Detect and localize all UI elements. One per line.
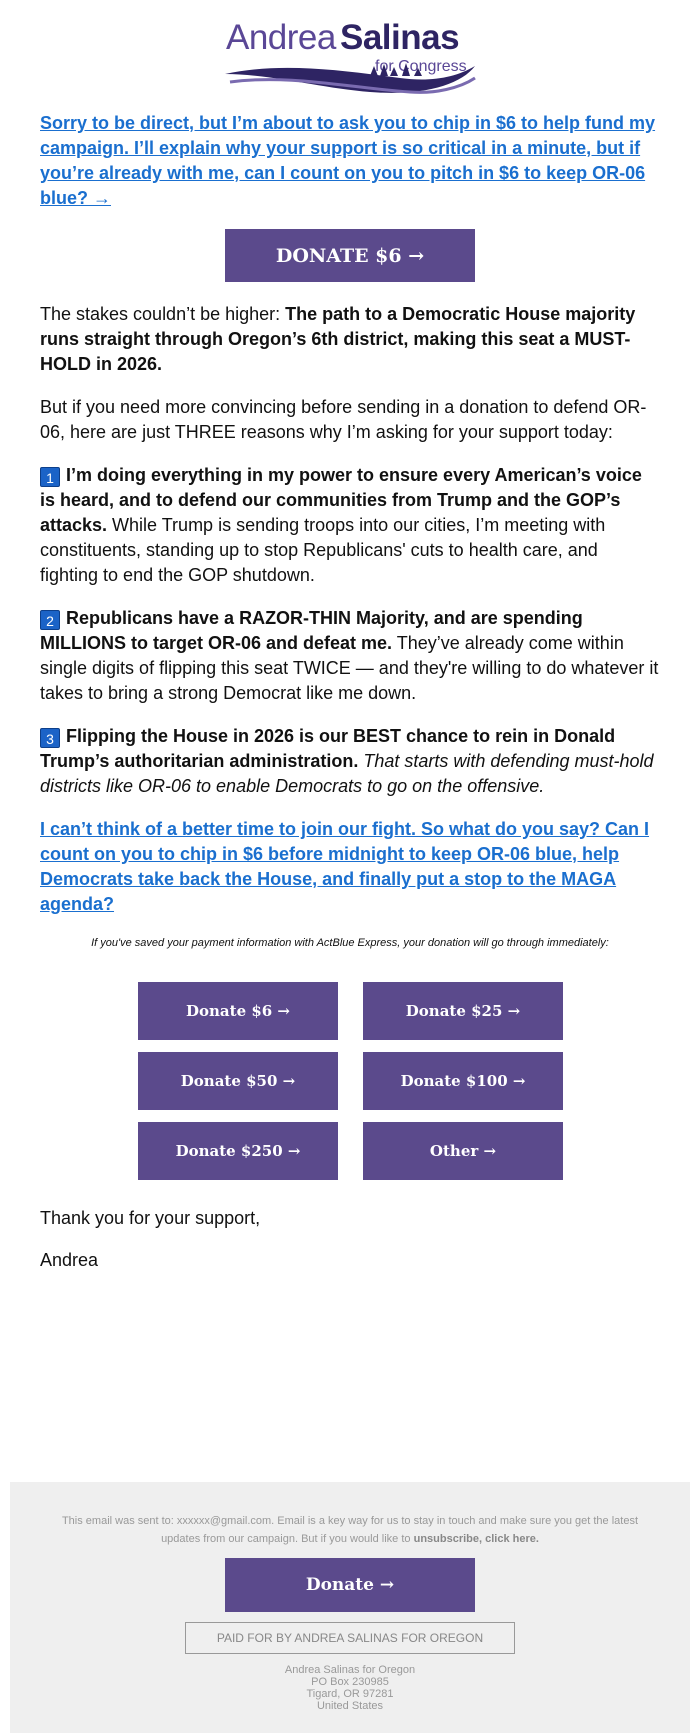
- logo-swoosh-icon: [220, 52, 480, 98]
- donate-6-button[interactable]: Donate $6 →: [138, 982, 338, 1040]
- footer-note: [60, 1512, 640, 1548]
- stakes-bold-text: The path to a Democratic House majority runs straight through Oregon’s 6th district, making this seat a MUST-HOLD in 2026.: [40, 304, 636, 374]
- number-2-icon: 2: [40, 610, 60, 630]
- address-line: Tigard, OR 97281: [306, 1688, 394, 1700]
- reason-3-text: That starts with defending must-hold districts like OR-06 to enable Democrats to go on the offensive.: [40, 751, 654, 796]
- reason-3-bold: Flipping the House in 2026 is our BEST chance to rein in Donald Trump’s authoritarian administration.: [40, 726, 616, 771]
- thanks-line: [40, 1206, 660, 1231]
- donate-250-button[interactable]: Donate $250 →: [138, 1122, 338, 1180]
- mailing-address: [10, 1664, 690, 1712]
- reason-2-text: They’ve already come within single digits of flipping this seat TWICE — and they're willing to do whatever it takes to bring a strong Democrat like me down.: [40, 633, 659, 703]
- reason-1-text: While Trump is sending troops into our cities, I’m meeting with constituents, standing up to stop Republicans' cuts to health care, and fighting to end the GOP shutdown.: [40, 515, 606, 585]
- logo-first-name: Andrea: [226, 18, 336, 57]
- unsubscribe-link[interactable]: unsubscribe, click here.: [413, 1533, 539, 1545]
- intro-donate-link[interactable]: Sorry to be direct, but I’m about to ask you to chip in $6 to help fund my campaign. I’ll explain why your support is so critical in a minute, but if you’re already with me, can I count on you to pitch in $6 to keep OR-06 blue? →: [40, 113, 656, 208]
- paid-for-disclaimer: PAID FOR BY ANDREA SALINAS FOR OREGON: [185, 1622, 515, 1654]
- reason-1-bold: I’m doing everything in my power to ensure every American’s voice is heard, and to defend our communities from Trump and the GOP’s attacks.: [40, 465, 642, 535]
- signature-line: [40, 1248, 660, 1273]
- email-footer: [10, 1482, 690, 1733]
- reason-3: [40, 724, 660, 799]
- donate-other-button[interactable]: Other →: [363, 1122, 563, 1180]
- thanks-text: Thank you for your support,: [40, 1208, 261, 1228]
- number-1-icon: 1: [40, 467, 60, 487]
- footer-donate-button[interactable]: Donate →: [225, 1558, 475, 1612]
- logo-subtitle: for Congress: [375, 58, 467, 75]
- campaign-logo: [220, 14, 480, 98]
- stakes-lead-text: The stakes couldn’t be higher:: [40, 304, 286, 324]
- address-line: United States: [316, 1700, 384, 1712]
- donate-50-button[interactable]: Donate $50 →: [138, 1052, 338, 1110]
- address-line: Andrea Salinas for Oregon: [284, 1664, 416, 1676]
- intro-paragraph: [40, 111, 660, 211]
- footer-note-text: This email was sent to: xxxxxx@gmail.com. Email is a key way for us to stay in touch and make sure you get the latest updates from our campaign. But if you would like to: [61, 1515, 639, 1545]
- address-line: PO Box 230985: [311, 1676, 389, 1688]
- reason-2-bold: Republicans have a RAZOR-THIN Majority, and are spending MILLIONS to target OR-06 and defeat me.: [40, 608, 583, 653]
- stakes-paragraph: [40, 302, 660, 377]
- closing-paragraph: [40, 817, 660, 917]
- signature-text: Andrea: [40, 1250, 99, 1270]
- reason-2: [40, 606, 660, 706]
- closing-donate-link[interactable]: I can’t think of a better time to join our fight. So what do you say? Can I count on you to chip in $6 before midnight to keep OR-06 blue, help Democrats take back the House, and finally put a stop to the MAGA agenda?: [40, 819, 650, 914]
- number-3-icon: 3: [40, 728, 60, 748]
- convince-paragraph: [40, 395, 660, 445]
- donate-100-button[interactable]: Donate $100 →: [363, 1052, 563, 1110]
- donate-25-button[interactable]: Donate $25 →: [363, 982, 563, 1040]
- actblue-express-note: If you've saved your payment information with ActBlue Express, your donation will go through immediately:: [91, 937, 609, 949]
- donate-6-main-button[interactable]: DONATE $6 →: [225, 229, 475, 282]
- reason-1: [40, 463, 660, 588]
- logo-last-name: Salinas: [340, 18, 460, 57]
- convince-text: But if you need more convincing before sending in a donation to defend OR-06, here are just THREE reasons why I’m asking for your support today:: [40, 397, 647, 442]
